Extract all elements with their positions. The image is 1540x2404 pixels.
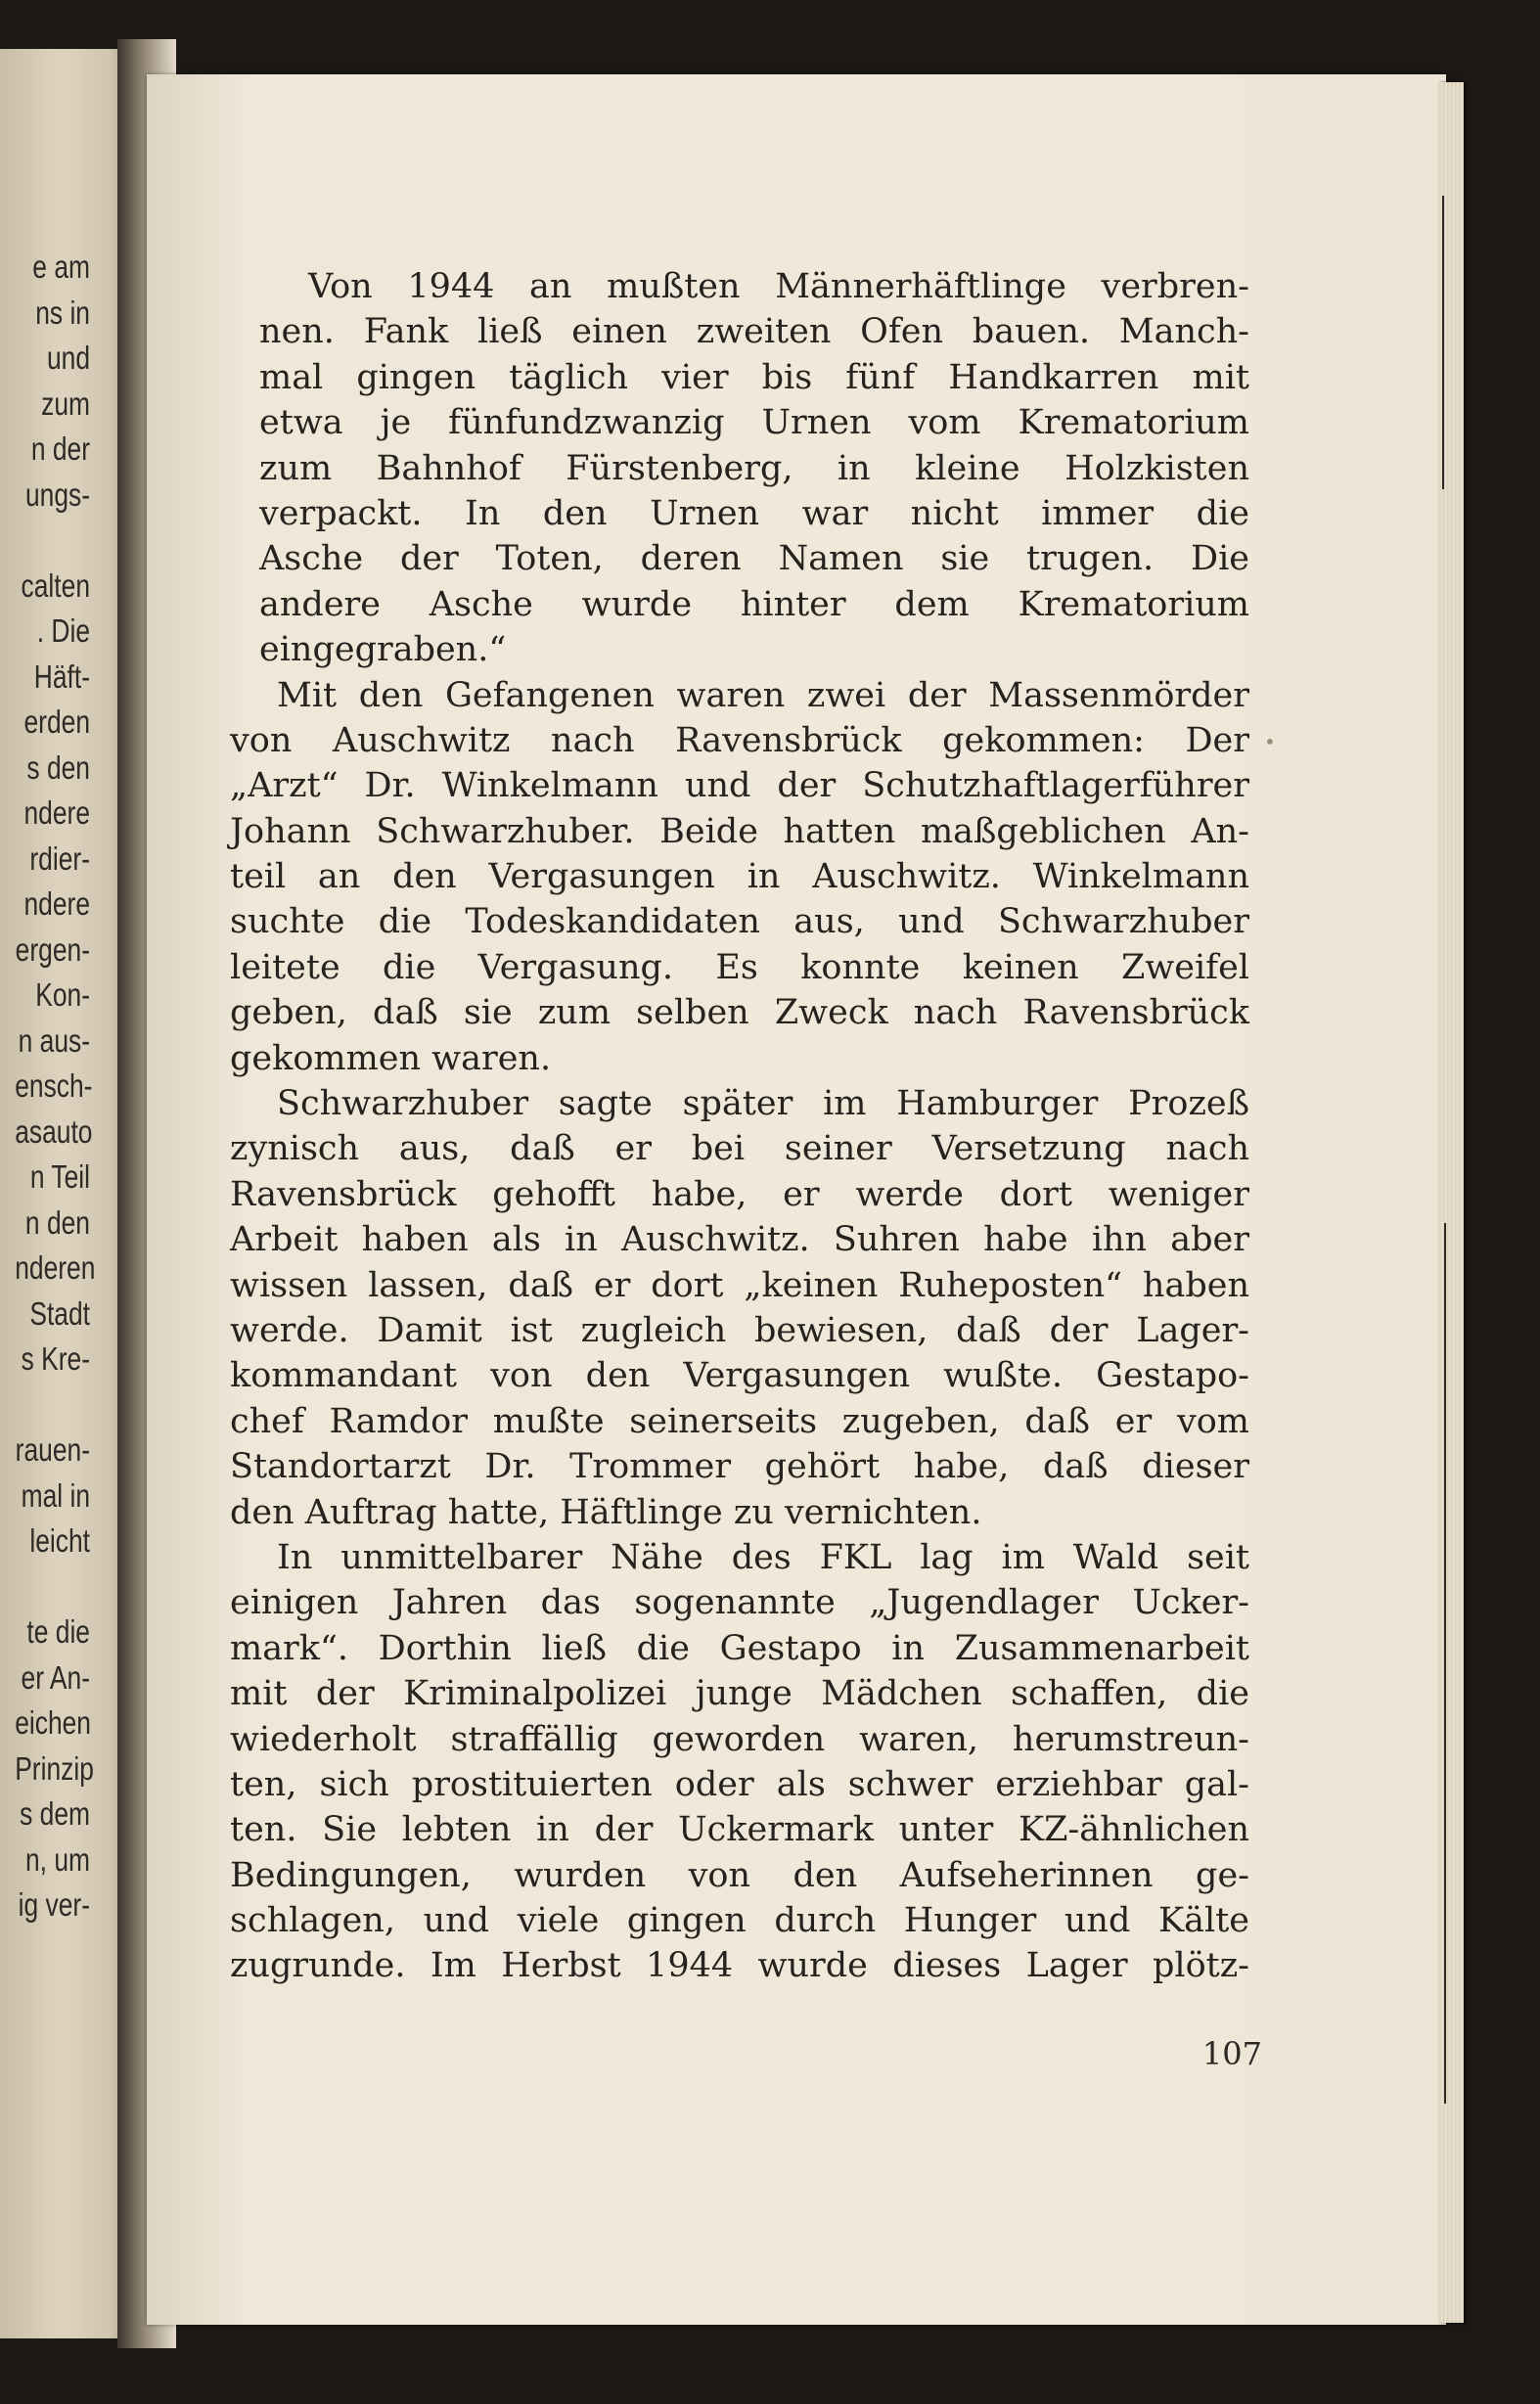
- text-line: Schwarzhuber sagte später im Hamburger Prozeß: [277, 1084, 1249, 1124]
- text-line: gekommen waren.: [230, 1038, 552, 1078]
- left-page-fragment: ns in: [35, 294, 90, 331]
- left-page-fragment: Kon-: [35, 976, 90, 1013]
- text-line: teil an den Vergasungen in Auschwitz. Winkelmann: [230, 857, 1249, 897]
- left-page-fragment: ensch-: [15, 1067, 93, 1104]
- left-page-fragment: [15, 1383, 90, 1429]
- left-page-fragment: [15, 1565, 90, 1610]
- text-line: leitete die Vergasung. Es konnte keinen Zweifel: [230, 947, 1249, 987]
- text-line: Ravensbrück gehofft habe, er werde dort weniger: [230, 1174, 1249, 1214]
- text-line: von Auschwitz nach Ravensbrück gekommen: Der: [230, 720, 1249, 760]
- page-edge-line: [1442, 196, 1444, 489]
- text-line: mark“. Dorthin ließ die Gestapo in Zusammenarbeit: [230, 1628, 1249, 1668]
- text-line: In unmittelbarer Nähe des FKL lag im Wald seit: [277, 1537, 1249, 1577]
- left-page-fragment: ndere: [23, 885, 90, 922]
- left-page-fragment: mal in: [21, 1476, 90, 1514]
- text-line: mit der Kriminalpolizei junge Mädchen schaffen, die: [230, 1674, 1249, 1714]
- left-page-fragment: rdier-: [29, 839, 90, 877]
- text-line: Standortarzt Dr. Trommer gehört habe, daß dieser: [230, 1447, 1249, 1487]
- margin-mark: •: [1264, 730, 1276, 753]
- left-page-fragment: zum: [41, 385, 90, 422]
- text-line: geben, daß sie zum selben Zweck nach Ravensbrück: [230, 993, 1249, 1033]
- page-number: 107: [1201, 2035, 1262, 2072]
- text-line: verpackt. In den Urnen war nicht immer die: [259, 493, 1249, 533]
- text-line: etwa je fünfundzwanzig Urnen vom Krematorium: [259, 403, 1249, 443]
- left-page-fragment: eichen: [15, 1704, 91, 1741]
- left-facing-page: [0, 49, 137, 2338]
- left-page-fragment: [15, 518, 90, 564]
- left-page-text-fragments: [0, 245, 96, 1928]
- text-line: den Auftrag hatte, Häftlinge zu vernichten.: [230, 1492, 982, 1532]
- text-line: Arbeit haben als in Auschwitz. Suhren habe ihn aber: [230, 1220, 1249, 1260]
- left-page-fragment: nderen: [15, 1249, 96, 1286]
- left-page-fragment: n, um: [24, 1840, 91, 1878]
- text-line: andere Asche wurde hinter dem Krematorium: [259, 584, 1249, 624]
- left-page-fragment: n aus-: [18, 1021, 90, 1059]
- text-line: zum Bahnhof Fürstenberg, in kleine Holzkisten: [259, 448, 1249, 488]
- left-page-fragment: erden: [23, 703, 90, 740]
- text-line: zynisch aus, daß er bei seiner Versetzung nach: [230, 1129, 1249, 1169]
- left-page-fragment: s Kre-: [21, 1340, 91, 1377]
- left-page-fragment: calten: [21, 567, 91, 604]
- left-page-fragment: n Teil: [29, 1158, 90, 1195]
- left-page-fragment: ig ver-: [18, 1886, 91, 1923]
- text-line: kommandant von den Vergasungen wußte. Gestapo-: [230, 1356, 1249, 1396]
- text-line: mal gingen täglich vier bis fünf Handkarren mit: [259, 357, 1249, 397]
- left-page-fragment: Häft-: [33, 658, 90, 695]
- left-page-fragment: te die: [26, 1613, 90, 1650]
- text-line: Von 1944 an mußten Männerhäftlinge verbren-: [308, 267, 1249, 306]
- left-page-fragment: n der: [30, 431, 90, 467]
- text-line: nen. Fank ließ einen zweiten Ofen bauen. Manch-: [259, 312, 1249, 352]
- text-line: eingegraben.“: [259, 630, 507, 670]
- left-page-fragment: leicht: [29, 1522, 90, 1559]
- text-line: chef Ramdor mußte seinerseits zugeben, daß er vom: [230, 1401, 1249, 1441]
- left-page-fragment: rauen-: [15, 1431, 90, 1468]
- left-page-fragment: Prinzip: [15, 1749, 94, 1787]
- text-line: ten. Sie lebten in der Uckermark unter KZ-ähnlichen: [230, 1810, 1249, 1850]
- text-line: Johann Schwarzhuber. Beide hatten maßgeblichen An-: [230, 811, 1249, 851]
- text-line: werde. Damit ist zugleich bewiesen, daß der Lager-: [230, 1310, 1249, 1350]
- left-page-fragment: Stadt: [29, 1294, 90, 1332]
- text-line: zugrunde. Im Herbst 1944 wurde dieses Lager plötz-: [230, 1946, 1249, 1986]
- page-edge-line: [1444, 1223, 1446, 2104]
- text-line: Mit den Gefangenen waren zwei der Massenmörder: [277, 675, 1249, 715]
- left-page-fragment: ungs-: [24, 476, 90, 513]
- left-page-fragment: asauto: [15, 1112, 93, 1150]
- body-text: [230, 264, 1249, 1989]
- left-page-fragment: . Die: [36, 612, 90, 649]
- left-page-fragment: e am: [32, 249, 90, 285]
- text-line: wissen lassen, daß er dort „keinen Ruheposten“ haben: [230, 1265, 1249, 1305]
- text-line: ten, sich prostituierten oder als schwer erziehbar gal-: [230, 1764, 1249, 1804]
- text-line: „Arzt“ Dr. Winkelmann und der Schutzhaftlagerführer: [230, 766, 1249, 806]
- left-page-fragment: ergen-: [15, 930, 90, 968]
- left-page-fragment: s dem: [20, 1795, 90, 1832]
- text-line: einigen Jahren das sogenannte „Jugendlager Ucker-: [230, 1583, 1249, 1623]
- left-page-fragment: s den: [26, 748, 90, 786]
- left-page-fragment: ndere: [23, 794, 90, 831]
- text-line: Asche der Toten, deren Namen sie trugen. Die: [259, 539, 1249, 579]
- text-line: Bedingungen, wurden von den Aufseherinnen ge-: [230, 1855, 1249, 1895]
- left-page-fragment: er An-: [21, 1658, 90, 1696]
- text-line: suchte die Todeskandidaten aus, und Schwarzhuber: [230, 902, 1249, 942]
- left-page-fragment: und: [46, 340, 90, 376]
- text-line: schlagen, und viele gingen durch Hunger und Kälte: [230, 1901, 1249, 1941]
- text-line: wiederholt straffällig geworden waren, herumstreun-: [230, 1719, 1249, 1759]
- left-page-fragment: n den: [24, 1203, 91, 1241]
